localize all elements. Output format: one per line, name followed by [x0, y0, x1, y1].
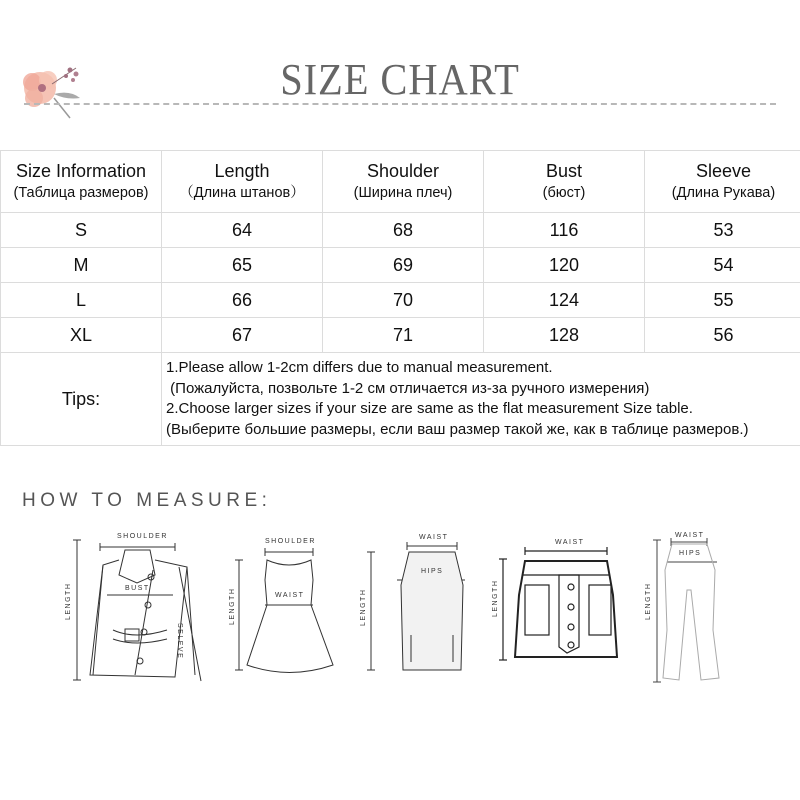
- size-cell: M: [1, 248, 162, 283]
- tips-text: [162, 353, 800, 446]
- dress-diagram: [225, 530, 340, 680]
- length-cell: 66: [162, 283, 323, 318]
- table-header-row: [1, 151, 800, 213]
- shoulder-cell: 70: [323, 283, 484, 318]
- table-row: [1, 213, 800, 248]
- length-cell: 67: [162, 318, 323, 353]
- table-row: [1, 248, 800, 283]
- dress-shoulder-label: SHOULDER: [265, 538, 316, 545]
- bust-cell: 124: [484, 283, 645, 318]
- tips-label: Tips:: [1, 353, 162, 446]
- size-table: [0, 150, 800, 446]
- pencil-skirt-waist-label: WAIST: [419, 534, 449, 541]
- jacket-diagram: [55, 525, 225, 695]
- table-row: [1, 283, 800, 318]
- jacket-icon: [55, 525, 225, 695]
- pencil-skirt-length-label: LENGTH: [360, 588, 367, 626]
- sleeve-cell: 56: [645, 318, 800, 353]
- title-divider: [24, 103, 776, 105]
- shoulder-cell: 69: [323, 248, 484, 283]
- tips-row: [1, 353, 800, 446]
- tip-line: (Выберите большие размеры, если ваш размер такой же, как в таблице размеров.): [166, 420, 749, 438]
- col-size-info: Size Information (Таблица размеров): [1, 151, 162, 213]
- dress-length-label: LENGTH: [229, 587, 236, 625]
- jacket-length-label: LENGTH: [65, 582, 72, 620]
- dress-icon: [225, 530, 340, 680]
- pencil-skirt-hips-label: HIPS: [421, 568, 444, 575]
- mini-skirt-waist-label: WAIST: [555, 539, 585, 546]
- col-shoulder: Shoulder (Ширина плеч): [323, 151, 484, 213]
- col-sleeve: Sleeve (Длина Рукава): [645, 151, 800, 213]
- shoulder-cell: 68: [323, 213, 484, 248]
- jacket-sleeve-label: SELEVE: [176, 623, 183, 660]
- size-cell: S: [1, 213, 162, 248]
- pants-length-label: LENGTH: [645, 582, 652, 620]
- pencil-skirt-diagram: [355, 530, 465, 680]
- bust-cell: 120: [484, 248, 645, 283]
- mini-skirt-icon: [485, 535, 635, 665]
- pants-hips-label: HIPS: [679, 550, 702, 557]
- how-to-measure-title: HOW TO MEASURE:: [22, 490, 272, 511]
- tip-line: 1.Please allow 1-2cm differs due to manual measurement.: [166, 359, 553, 376]
- sleeve-cell: 54: [645, 248, 800, 283]
- table-row: [1, 318, 800, 353]
- bust-cell: 116: [484, 213, 645, 248]
- mini-skirt-diagram: [485, 535, 635, 665]
- pencil-skirt-icon: [355, 530, 465, 680]
- pants-waist-label: WAIST: [675, 532, 705, 539]
- tip-line: (Пожалуйста, позвольте 1-2 см отличается из-за ручного измерения): [166, 379, 650, 397]
- col-length: Length （Длина штанов）: [162, 151, 323, 213]
- jacket-shoulder-label: SHOULDER: [117, 533, 168, 540]
- tip-line: 2.Choose larger sizes if your size are same as the flat measurement Size table.: [166, 400, 693, 417]
- bust-cell: 128: [484, 318, 645, 353]
- col-bust: Bust (бюст): [484, 151, 645, 213]
- sleeve-cell: 55: [645, 283, 800, 318]
- sleeve-cell: 53: [645, 213, 800, 248]
- mini-skirt-length-label: LENGTH: [492, 579, 499, 617]
- jacket-bust-label: BUST: [125, 585, 150, 592]
- page-title: SIZE CHART: [280, 55, 520, 104]
- size-cell: XL: [1, 318, 162, 353]
- length-cell: 64: [162, 213, 323, 248]
- shoulder-cell: 71: [323, 318, 484, 353]
- pants-diagram: [645, 530, 745, 690]
- dress-waist-label: WAIST: [275, 592, 305, 599]
- size-cell: L: [1, 283, 162, 318]
- length-cell: 65: [162, 248, 323, 283]
